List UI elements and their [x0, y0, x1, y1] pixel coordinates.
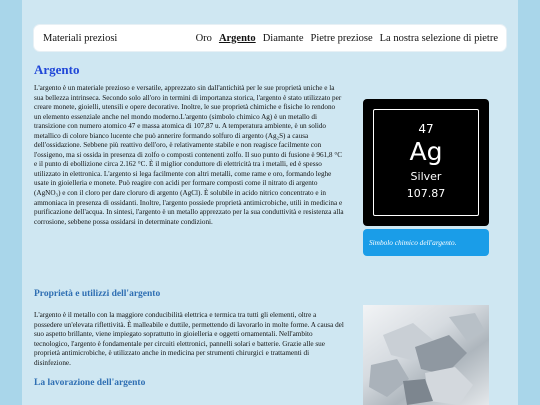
- element-tile-frame: [373, 109, 479, 216]
- intro-paragraph: L'argento è un materiale prezioso e versatile, apprezzato sin dall'antichità per le sue proprietà uniche e la sua bellezza intrinseca. Secondo solo all'oro in termini di importanza storica, l'argento è stato utilizzato per creare monete, gioielli, utensili e opere decorative. Inoltre, le sue proprietà chimiche e fisiche lo rendono un elemento essenziale anche nel mondo moderno.L'argento (simbolo chimico Ag) è un metallo di transizione con numero atomico 47 e massa atomica di 107,87 u. A temperatura ambiente, è un solido metallico di colore bianco lucente che può annerire formando solfuro di argento (Ag₂S) a causa dell'ossidazione. Sebbene più reattivo dell'oro, è relativamente stabile e non reagisce facilmente con l'ossigeno, ma si ossida in presenza di zolfo o composti contenenti zolfo. Il suo punto di fusione è 961,8 °C e il punto di ebollizione circa 2.162 °C. È il miglior conduttore di elettricità tra i metalli, ed è spesso utilizzato in elettronica. L'argento si lega facilmente con altri metalli, come rame e oro, formando leghe usate in gioielleria e monete. Può reagire con acidi per formare composti come il nitrato di argento (AgNO₃) e con il cloro per dare cloruro di argento (AgCl). È solubile in acido nitrico concentrato e in ammoniaca in presenza di ossidanti. Inoltre, l'argento possiede proprietà antimicrobiche, utili in medicina e purificazione dell'acqua. In sintesi, l'argento è un metallo apprezzato per la sua conduttività e resistenza alla corrosione, sebbene possa ossidarsi in determinate condizioni.: [34, 84, 344, 226]
- element-symbol: Ag: [409, 137, 443, 166]
- page-title: Argento: [34, 62, 80, 77]
- atomic-number: 47: [418, 122, 434, 136]
- element-name: Silver: [410, 170, 442, 183]
- nav-menu: [196, 33, 498, 44]
- section-title-lavorazione: La lavorazione dell'argento: [34, 378, 146, 388]
- nav-item-oro[interactable]: Oro: [195, 32, 212, 44]
- nav-item-argento[interactable]: Argento: [218, 32, 256, 44]
- silver-photo: [363, 305, 489, 405]
- site-brand[interactable]: Materiali preziosi: [43, 32, 118, 44]
- element-tile: [363, 99, 489, 226]
- silver-photo-illustration: [363, 305, 489, 405]
- nav-item-pietre-preziose[interactable]: Pietre preziose: [310, 32, 373, 44]
- nav-item-diamante[interactable]: Diamante: [262, 32, 304, 44]
- nav-item-selezione-pietre[interactable]: La nostra selezione di pietre: [379, 32, 498, 44]
- image-caption: Simbolo chimico dell'argento.: [363, 229, 489, 256]
- section-title-proprieta: Proprietà e utilizzi dell'argento: [34, 289, 161, 299]
- atomic-mass: 107.87: [406, 187, 446, 200]
- top-navbar: [34, 25, 506, 51]
- section-paragraph-proprieta: L'argento è il metallo con la maggiore conducibilità elettrica e termica tra tutti gli elementi, oltre a possedere un'elevata riflettività. È malleabile e duttile, permettendo di lavorarlo in molte forme. A causa del suo aspetto brillante, viene impiegato soprattutto in gioielleria e oggetti ornamentali. Nell'ambito tecnologico, l'argento è fondamentale per circuiti elettronici, pannelli solari e batterie. Grazie alle sue proprietà antimicrobiche, è utilizzato anche in medicina per strumenti chirurgici e trattamenti di disinfezione.: [34, 311, 344, 367]
